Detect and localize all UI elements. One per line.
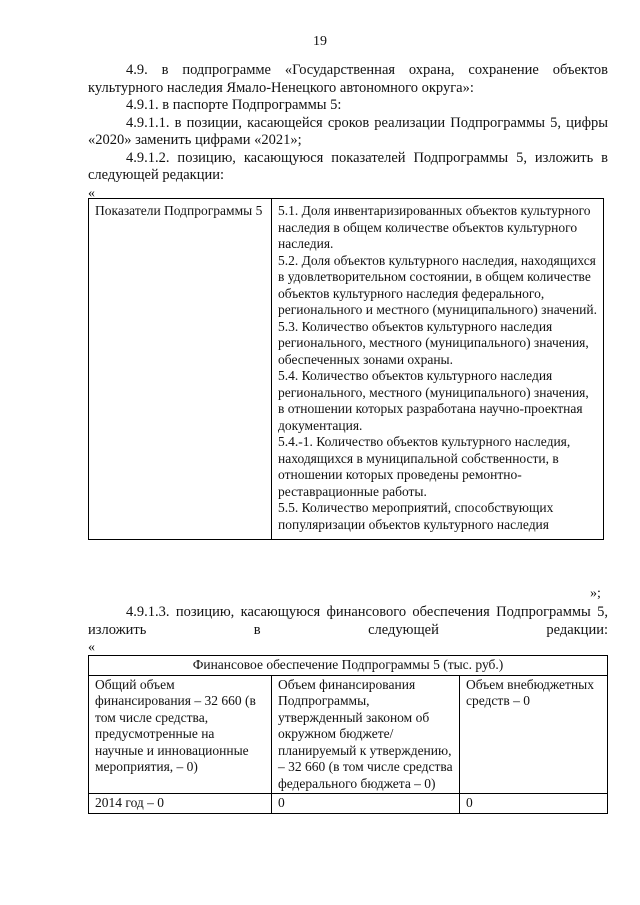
indicator-5-4-1: 5.4.-1. Количество объектов культурного наследия, находящихся в муниципальной собственности, в отношении которых проведены ремонтно-реставрационные работы. [278,434,571,499]
finance-header: Финансовое обеспечение Подпрограммы 5 (тыс. руб.) [89,656,608,676]
indicator-5-3: 5.3. Количество объектов культурного наследия регионального, местного (муниципального) значения, обеспеченных зонами охраны. [278,318,589,367]
open-quote-1: « [88,185,95,201]
open-quote-2: « [88,640,95,655]
indicators-table [88,198,604,540]
indicator-5-4: 5.4. Количество объектов культурного наследия регионального, местного (муниципального) значения, в отношении которых разработана научно-проектная документация. [278,368,589,433]
finance-extrabudget: Объем внебюджетных средств – 0 [460,675,608,794]
finance-approved: Объем финансирования Подпрограммы, утвержденный законом об окружном бюджете/ планируемый к утверждению, – 32 660 (в том числе средства федерального бюджета – 0) [272,675,460,794]
top-text-block [88,62,608,202]
finance-row-year: 2014 год – 0 [89,794,272,814]
middle-text-block [88,604,608,657]
indicators-label: Показатели Подпрограммы 5 [89,199,272,540]
paragraph-4-9-1-2: 4.9.1.2. позицию, касающуюся показателей Подпрограммы 5, изложить в следующей редакции: [88,149,608,183]
paragraph-4-9-1-3: 4.9.1.3. позицию, касающуюся финансового обеспечения Подпрограммы 5, изложить в следующей редакции: [88,604,608,638]
paragraph-4-9: 4.9. в подпрограмме «Государственная охрана, сохранение объектов культурного наследия Ямало-Ненецкого автономного округа»: [88,62,608,96]
indicators-list [272,199,604,540]
paragraph-4-9-1-1: 4.9.1.1. в позиции, касающейся сроков реализации Подпрограммы 5, цифры «2020» заменить цифрами «2021»; [88,114,608,148]
close-quote-1: »; [590,586,601,601]
finance-row-extra: 0 [460,794,608,814]
finance-row-approved: 0 [272,794,460,814]
indicator-5-1: 5.1. Доля инвентаризированных объектов культурного наследия в общем количестве объектов культурного наследия. [278,203,591,251]
indicator-5-2: 5.2. Доля объектов культурного наследия, находящихся в удовлетворительном состоянии, в общем количестве объектов культурного наследия федерального, регионального и местного (муниципального) значений. [278,252,597,317]
paragraph-4-9-1: 4.9.1. в паспорте Подпрограммы 5: [126,97,342,113]
finance-total: Общий объем финансирования – 32 660 (в том числе средства, предусмотренные на научные и инновационные мероприятия, – 0) [89,675,272,794]
indicator-5-5: 5.5. Количество мероприятий, способствующих популяризации объектов культурного наследия [278,500,554,532]
finance-table [88,655,608,814]
page-number: 19 [313,34,327,49]
